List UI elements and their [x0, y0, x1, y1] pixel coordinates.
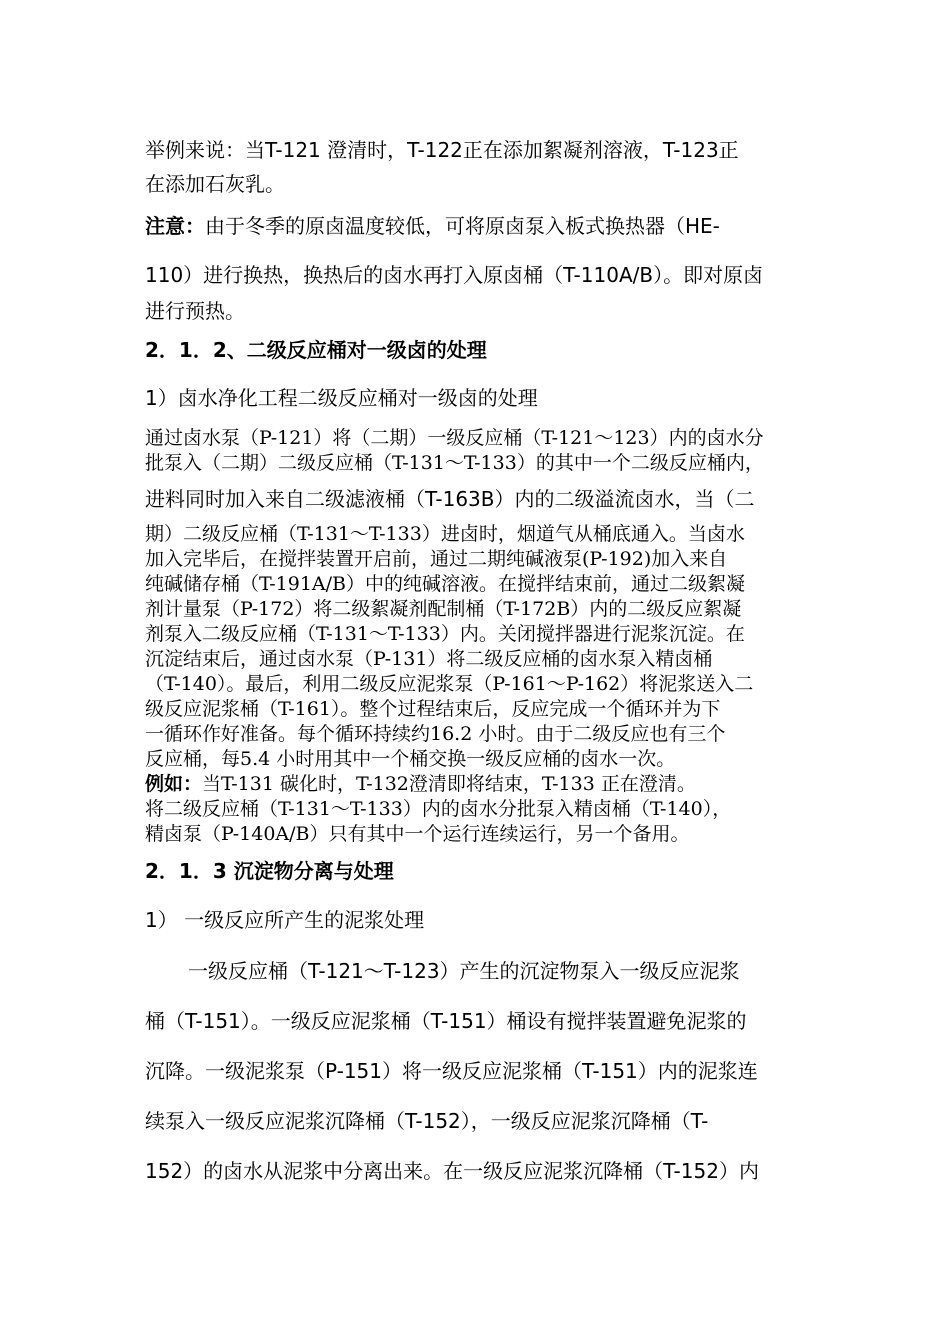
paragraph-line: 级反应泥浆桶（T-161）。整个过程结束后，反应完成一个循环并为下	[145, 698, 721, 720]
paragraph-line: 纯碱储存桶（T-191A/B）中的纯碱溶液。在搅拌结束前，通过二级絮凝	[145, 573, 745, 595]
paragraph-line: 一级反应桶（T-121～T-123）产生的沉淀物泵入一级反应泥浆	[188, 959, 740, 983]
subheading: 1）卤水净化工程二级反应桶对一级卤的处理	[145, 386, 538, 410]
note-line	[145, 213, 720, 239]
paragraph-line: 剂泵入二级反应桶（T-131～T-133）内。关闭搅拌器进行泥浆沉淀。在	[145, 623, 745, 645]
paragraph-line: 加入完毕后，在搅拌装置开启前，通过二期纯碱液泵(P-192)加入来自	[145, 548, 728, 570]
section-heading-2-1-2: 2．1．2、二级反应桶对一级卤的处理	[145, 338, 487, 362]
example-line	[145, 771, 696, 797]
paragraph-line: 沉降。一级泥浆泵（P-151）将一级反应泥浆桶（T-151）内的泥浆连	[145, 1059, 758, 1083]
paragraph-line: 批泵入（二期）二级反应桶（T-131～T-133）的其中一个二级反应桶内，	[145, 452, 764, 474]
paragraph-line: 在添加石灰乳。	[145, 172, 285, 196]
paragraph-line: 续泵入一级反应泥浆沉降桶（T-152），一级反应泥浆沉降桶（T-	[145, 1109, 709, 1133]
paragraph-line: 152）的卤水从泥浆中分离出来。在一级反应泥浆沉降桶（T-152）内	[145, 1159, 759, 1183]
paragraph-line: 精卤泵（P-140A/B）只有其中一个运行连续运行，另一个备用。	[145, 823, 690, 845]
paragraph-line: 反应桶，每5.4 小时用其中一个桶交换一级反应桶的卤水一次。	[145, 748, 676, 770]
note-text: 由于冬季的原卤温度较低，可将原卤泵入板式换热器（HE-	[205, 214, 720, 238]
paragraph-line: 进料同时加入来自二级滤液桶（T-163B）内的二级溢流卤水，当（二	[145, 487, 755, 511]
note-label: 注意：	[145, 214, 205, 238]
paragraph-line: 期）二级反应桶（T-131～T-133）进卤时，烟道气从桶底通入。当卤水	[145, 523, 745, 545]
example-text: 当T-131 碳化时，T-132澄清即将结束，T-133 正在澄清。	[202, 773, 696, 795]
paragraph-line: 举例来说：当T-121 澄清时，T-122正在添加絮凝剂溶液，T-123正	[145, 138, 739, 162]
paragraph-line: 一循环作好准备。每个循环持续约16.2 小时。由于二级反应也有三个	[145, 723, 726, 745]
paragraph-line: 桶（T-151）。一级反应泥浆桶（T-151）桶设有搅拌装置避免泥浆的	[145, 1009, 747, 1033]
paragraph-line: （T-140）。最后，利用二级反应泥浆泵（P-161～P-162）将泥浆送入二	[145, 673, 754, 695]
example-label: 例如：	[145, 773, 203, 795]
paragraph-line: 通过卤水泵（P-121）将（二期）一级反应桶（T-121～123）内的卤水分	[145, 427, 764, 449]
paragraph-line: 沉淀结束后，通过卤水泵（P-131）将二级反应桶的卤水泵入精卤桶	[145, 648, 713, 670]
paragraph-line: 110）进行换热，换热后的卤水再打入原卤桶（T-110A/B）。即对原卤	[145, 263, 764, 287]
paragraph-line: 将二级反应桶（T-131～T-133）内的卤水分批泵入精卤桶（T-140），	[145, 798, 732, 820]
paragraph-line: 剂计量泵（P-172）将二级絮凝剂配制桶（T-172B）内的二级反应絮凝	[145, 598, 742, 620]
paragraph-line: 进行预热。	[145, 299, 245, 323]
subheading: 1） 一级反应所产生的泥浆处理	[145, 908, 425, 932]
section-heading-2-1-3: 2．1．3 沉淀物分离与处理	[145, 859, 394, 883]
